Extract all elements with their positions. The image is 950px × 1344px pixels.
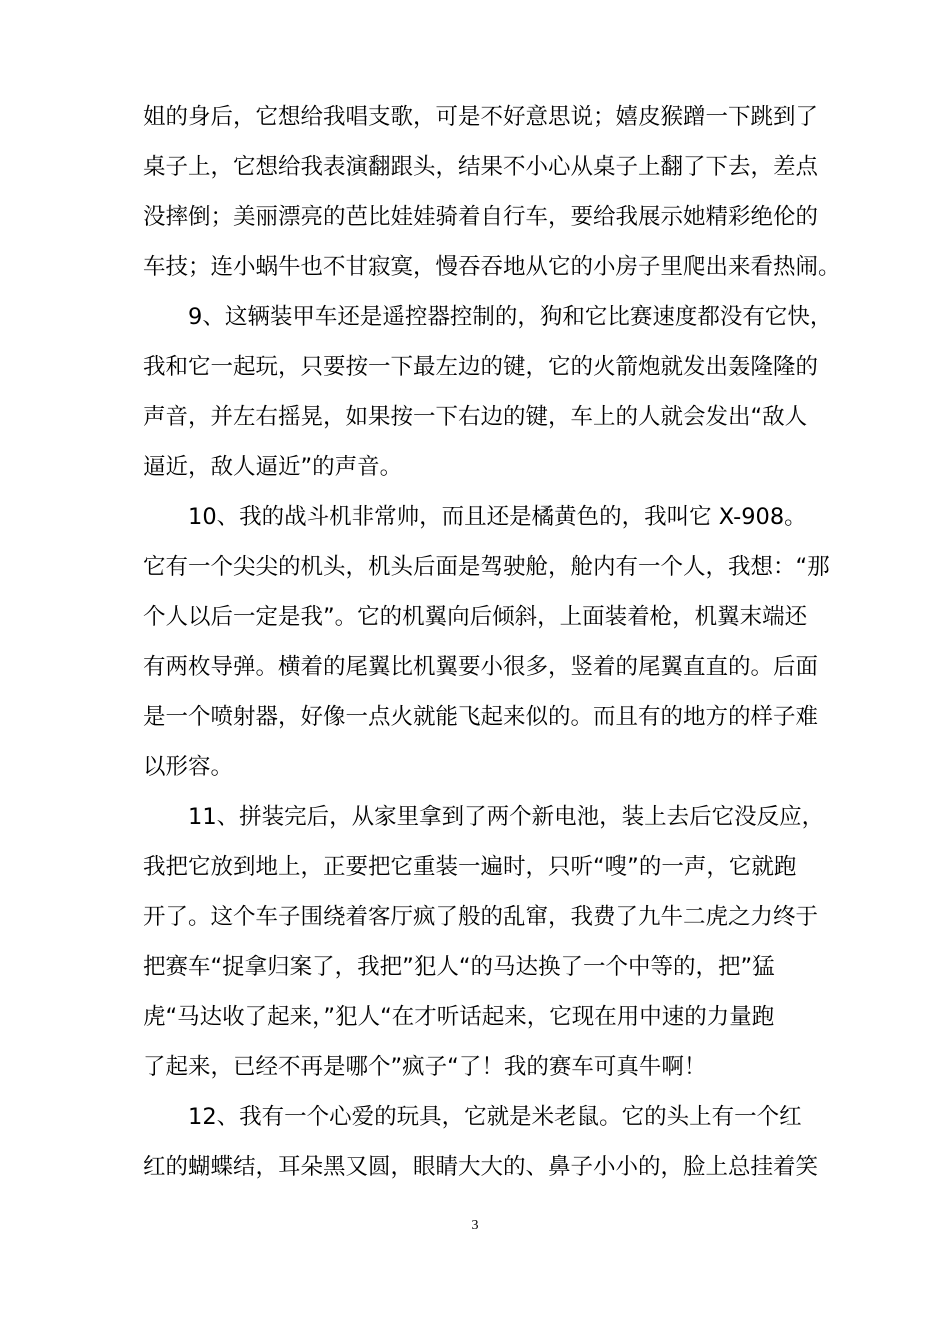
text-line: 我把它放到地上，正要把它重装一遍时，只听“嗖”的一声，它就跑 xyxy=(143,854,797,880)
text-line: 我和它一起玩，只要按一下最左边的键，它的火箭炮就发出轰隆隆的 xyxy=(143,354,819,380)
text-line: 没摔倒；美丽漂亮的芭比娃娃骑着自行车，要给我展示她精彩绝伦的 xyxy=(143,204,819,230)
text-line: 以形容。 xyxy=(143,754,234,780)
paragraph-9-first-line: 9、这辆装甲车还是遥控器控制的，狗和它比赛速度都没有它快， xyxy=(188,304,833,330)
paragraph-10-first-line: 10、我的战斗机非常帅，而且还是橘黄色的，我叫它 X-908。 xyxy=(188,504,807,530)
text-line: 有两枚导弹。横着的尾翼比机翼要小很多，竖着的尾翼直直的。后面 xyxy=(143,654,819,680)
text-line: 逼近，敌人逼近”的声音。 xyxy=(143,454,403,480)
text-line: 车技；连小蜗牛也不甘寂寞，慢吞吞地从它的小房子里爬出来看热闹。 xyxy=(143,254,841,280)
text-line: 桌子上，它想给我表演翻跟头，结果不小心从桌子上翻了下去，差点 xyxy=(143,154,819,180)
text-line: 个人以后一定是我”。它的机翼向后倾斜，上面装着枪，机翼末端还 xyxy=(143,604,808,630)
page-number: 3 xyxy=(471,1218,479,1233)
paragraph-12-first-line: 12、我有一个心爱的玩具，它就是米老鼠。它的头上有一个红 xyxy=(188,1104,802,1130)
text-line: 红的蝴蝶结，耳朵黑又圆，眼睛大大的、鼻子小小的，脸上总挂着笑 xyxy=(143,1154,819,1180)
text-line: 姐的身后，它想给我唱支歌，可是不好意思说；嬉皮猴蹭一下跳到了 xyxy=(143,104,819,130)
text-line: 把赛车“捉拿归案了，我把”犯人“的马达换了一个中等的，把”猛 xyxy=(143,954,775,980)
text-line: 开了。这个车子围绕着客厅疯了般的乱窜，我费了九牛二虎之力终于 xyxy=(143,904,819,930)
text-line: 声音，并左右摇晃，如果按一下右边的键，车上的人就会发出“敌人 xyxy=(143,404,808,430)
text-line: 它有一个尖尖的机头，机头后面是驾驶舱，舱内有一个人，我想：“那 xyxy=(143,554,830,580)
paragraph-11-first-line: 11、拼装完后，从家里拿到了两个新电池，装上去后它没反应， xyxy=(188,804,825,830)
text-line: 是一个喷射器，好像一点火就能飞起来似的。而且有的地方的样子难 xyxy=(143,704,819,730)
text-line: 了起来，已经不再是哪个”疯子“了！我的赛车可真牛啊！ xyxy=(143,1054,707,1080)
text-line: 虎“马达收了起来，”犯人“在才听话起来，它现在用中速的力量跑 xyxy=(143,1004,775,1030)
